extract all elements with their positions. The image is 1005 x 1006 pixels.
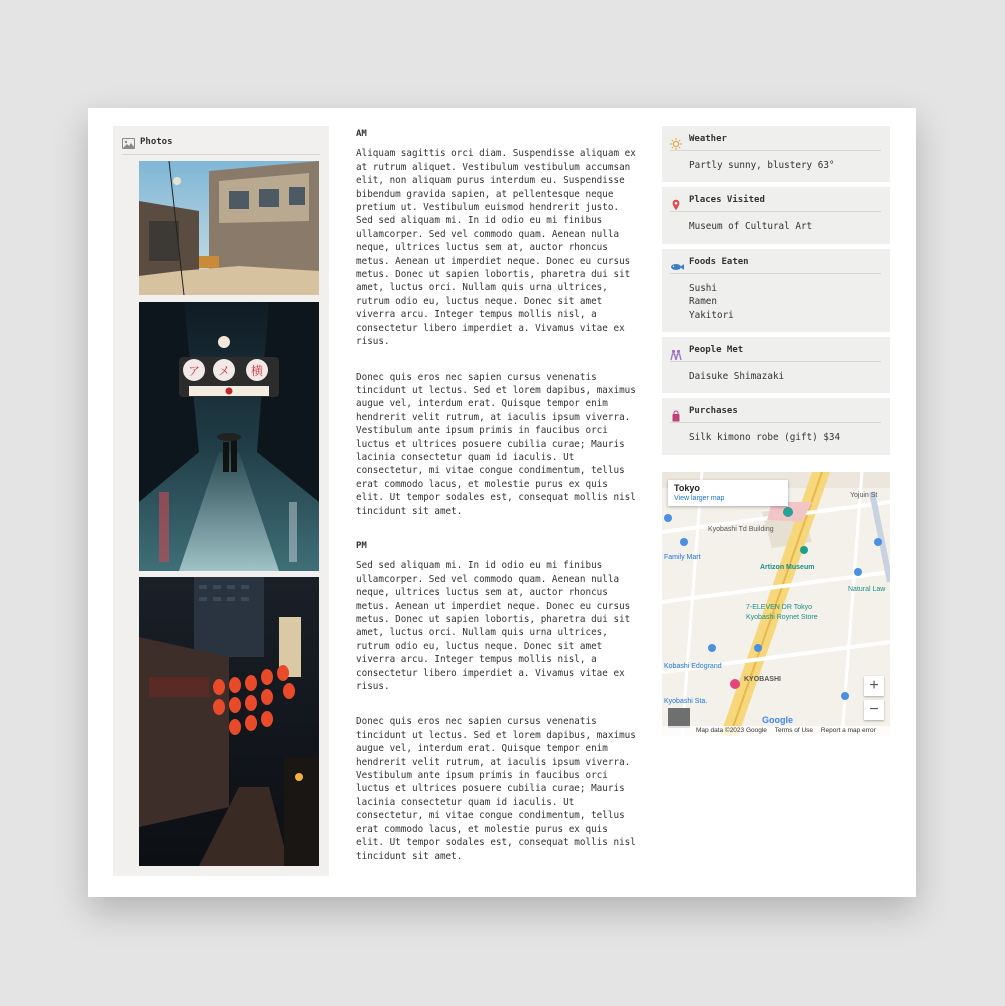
map-label: Kobashi Edogrand [664, 663, 722, 670]
weather-value: Partly sunny, blustery 63° [689, 160, 835, 171]
places-title: Places Visited [689, 195, 765, 206]
weather-card [662, 126, 890, 182]
zoom-out-button[interactable]: − [864, 700, 884, 720]
report-error-link[interactable]: Report a map error [820, 727, 876, 734]
map-embed[interactable] [662, 472, 890, 736]
map-label: KYOBASHI [744, 676, 781, 683]
am-heading: AM [356, 129, 367, 139]
map-label: Kyobashi Td Building [708, 526, 774, 533]
map-label: Kyobashi Sta. [664, 698, 708, 705]
image-icon [122, 138, 135, 149]
map-data-credit: Map data ©2023 Google [696, 727, 767, 734]
map-place-name: Tokyo [674, 483, 700, 493]
sidebar [662, 126, 890, 460]
map-label: Artizon Museum [760, 564, 815, 571]
svg-text:横: 横 [251, 364, 264, 378]
purchases-card [662, 398, 890, 454]
map-footer [662, 726, 890, 736]
map-label: Natural Law [848, 586, 886, 593]
map-label: Family Mart [664, 554, 701, 561]
photo-lantern-alley[interactable] [139, 577, 319, 866]
people-title: People Met [689, 345, 744, 356]
pm-heading: PM [356, 540, 367, 551]
purchases-title: Purchases [689, 406, 738, 417]
view-larger-map-link[interactable]: View larger map [674, 495, 725, 502]
people-icon [670, 346, 682, 358]
weather-title: Weather [689, 134, 727, 144]
pm-paragraph-2: Donec quis eros nec sapien cursus venenatis tincidunt ut lectus. Sed et lorem dapibus, maximus augue vel, interdum erat. Quisque tempor enim hendrerit velit rutrum, at iaculis ipsum viverra. Vestibulum ante ipsum primis in faucibus orci luctus et ultrices posuere cubilia curae; Mauris lacinia consectetur quam id iaculis. Ut consectetur, mi vitae congue condimentum, tellus erat commodo lacus, et molestie purus ex quis elit. Ut tempor sodales est, consequat mollis nisl tincidunt sit amet. [356, 716, 636, 862]
zoom-in-button[interactable]: + [864, 676, 884, 696]
photos-header [122, 137, 320, 155]
map-label: 7-ELEVEN DR Tokyo [746, 604, 813, 611]
pm-paragraph-1: Sed sed aliquam mi. In id odio eu mi finibus ullamcorper. Sed vel commodo quam. Aenean nulla neque, ultrices luctus sem at, auctor rhoncus metus. Aenean ut imperdiet neque. Donec eu cursus metus. Donec ut sapien lobortis, pharetra dui sit amet, luctus orci. Nullam quis urna ultrices, rutrum odio eu, luctus neque. Donec sit amet viverra arcu. Integer tempus mollis nisl, a consectetur libero imperdiet a. Vivamus vitae ex risus. [356, 560, 631, 693]
sun-icon [670, 135, 682, 147]
foods-title: Foods Eaten [689, 256, 749, 267]
am-paragraph-1: Aliquam sagittis orci diam. Suspendisse aliquam ex at rutrum aliquet. Vestibulum vestibulum accumsan elit, non aliquam purus interdum eu. Suspendisse bibendum gravida sapien, at pellentesque neque pretium ut. Vestibulum euismod hendrerit justo. Sed sed aliquam mi. In id odio eu mi finibus ullamcorper. Sed vel commodo quam. Aenean nulla neque, ultrices luctus sem at, auctor rhoncus metus. Aenean ut imperdiet neque. Donec eu cursus metus. Donec ut sapien lobortis, pharetra dui sit amet, luctus orci. Nullam quis urna ultrices, rutrum odio eu, luctus neque. Donec sit amet viverra arcu. Integer tempus mollis nisl, a consectetur libero imperdiet a. Vivamus vitae ex risus. [356, 148, 636, 348]
journal-entry [356, 128, 636, 885]
svg-text:ア: ア [188, 364, 201, 378]
photos-panel [113, 126, 329, 876]
places-card [662, 187, 890, 243]
places-item: Museum of Cultural Art [689, 221, 813, 233]
map-pin-icon [670, 196, 682, 208]
photo-street[interactable] [139, 161, 319, 295]
map-label: Kyobashi Roynet Store [746, 614, 818, 621]
purchase-item: Silk kimono robe (gift) $34 [689, 432, 841, 444]
food-item: Yakitori [689, 309, 734, 321]
food-item: Ramen [689, 296, 717, 308]
terms-link[interactable]: Terms of Use [774, 727, 814, 734]
foods-card [662, 249, 890, 332]
google-logo: Google [762, 715, 793, 725]
am-paragraph-2: Donec quis eros nec sapien cursus venenatis tincidunt ut lectus. Sed et lorem dapibus, maximus augue vel, interdum erat. Quisque tempor enim hendrerit velit rutrum, at iaculis ipsum viverra. Vestibulum ante ipsum primis in faucibus orci luctus et ultrices posuere cubilia curae; Mauris lacinia consectetur quam id iaculis. Ut consectetur, mi vitae congue condimentum, tellus erat commodo lacus, et molestie purus ex quis elit. Ut tempor sodales est, consequat mollis nisl tincidunt sit amet. [356, 371, 636, 517]
map-place-card [668, 480, 788, 506]
person-item: Daisuke Shimazaki [689, 371, 785, 383]
journal-page [88, 108, 916, 897]
food-item: Sushi [689, 282, 717, 294]
people-card [662, 337, 890, 393]
map-label: Yojuin St [850, 492, 878, 499]
bag-icon [670, 407, 682, 419]
photos-title: Photos [140, 137, 173, 147]
svg-text:メ: メ [218, 364, 231, 378]
photo-rainy-street[interactable] [139, 302, 319, 571]
fish-icon [670, 258, 682, 270]
